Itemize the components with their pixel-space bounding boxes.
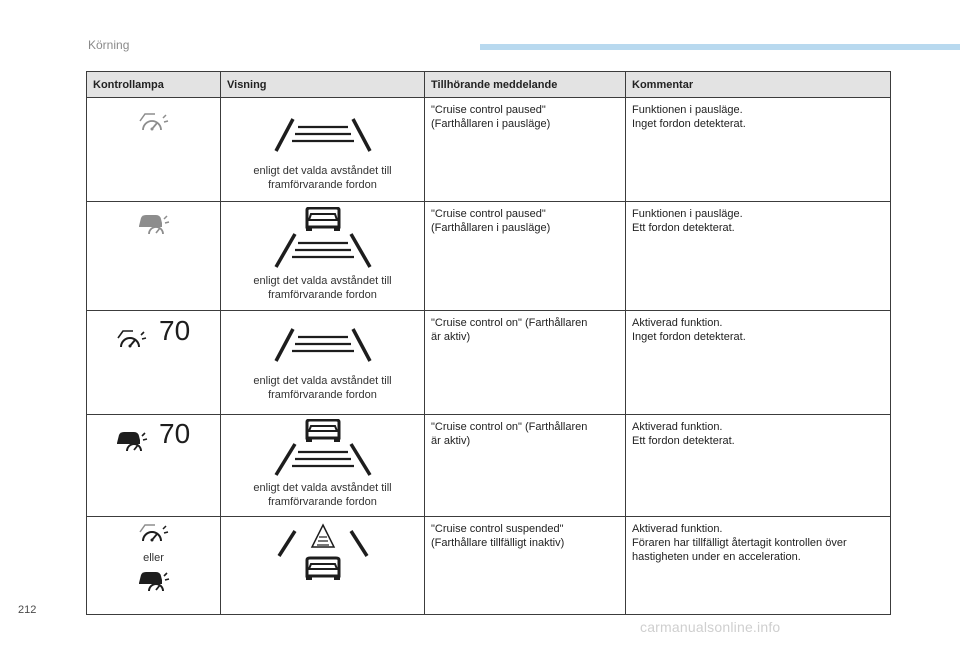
display-cell	[221, 415, 425, 517]
lamp-cell	[87, 517, 221, 615]
table-row	[87, 311, 891, 415]
message-cell: "Cruise control on" (Farthållaren är aktiv)	[425, 311, 626, 415]
message-cell: "Cruise control paused" (Farthållaren i pausläge)	[425, 202, 626, 311]
header-visning: Visning	[221, 72, 425, 98]
comment-cell: Funktionen i pausläge. Inget fordon detekterat.	[626, 98, 891, 202]
display-caption: enligt det valda avståndet till framförvarande fordon	[253, 165, 392, 191]
car-on-road-icon	[273, 207, 373, 269]
lamp-cell	[87, 415, 221, 517]
header-meddelande: Tillhörande meddelande	[425, 72, 626, 98]
table-row	[87, 202, 891, 311]
table-row	[87, 517, 891, 615]
message-cell: "Cruise control paused" (Farthållaren i pausläge)	[425, 98, 626, 202]
lamp-cell	[87, 202, 221, 311]
display-cell	[221, 517, 425, 615]
lamp-cell	[87, 98, 221, 202]
display-cell	[221, 311, 425, 415]
road-lines-icon	[273, 327, 373, 363]
cruise-control-table	[86, 71, 891, 615]
message-cell: "Cruise control on" (Farthållaren är aktiv)	[425, 415, 626, 517]
message-cell: "Cruise control suspended" (Farthållare tillfälligt inaktiv)	[425, 517, 626, 615]
table-row	[87, 415, 891, 517]
watermark: carmanualsonline.info	[640, 619, 781, 635]
or-label: eller	[143, 552, 164, 564]
display-caption: enligt det valda avståndet till framförvarande fordon	[253, 482, 392, 508]
comment-cell: Aktiverad funktion. Inget fordon detekterat.	[626, 311, 891, 415]
section-title: Körning	[88, 38, 130, 52]
display-cell	[221, 202, 425, 311]
car-speedometer-icon	[137, 212, 171, 238]
display-caption: enligt det valda avståndet till framförvarande fordon	[253, 275, 392, 301]
header-kontrollampa: Kontrollampa	[87, 72, 221, 98]
table-row	[87, 98, 891, 202]
speedometer-outline-icon	[137, 110, 171, 136]
display-caption: enligt det valda avståndet till framförvarande fordon	[253, 375, 392, 401]
comment-cell: Aktiverad funktion. Ett fordon detekterat.	[626, 415, 891, 517]
car-speedometer-icon	[115, 429, 149, 455]
speed-value: 70	[159, 315, 191, 346]
comment-cell: Aktiverad funktion. Föraren har tillfälligt återtagit kontrollen över hastigheten under en acceleration.	[626, 517, 891, 615]
speedometer-outline-icon	[115, 327, 149, 353]
comment-cell: Funktionen i pausläge. Ett fordon detekterat.	[626, 202, 891, 311]
section-color-bar	[480, 44, 960, 50]
speed-value: 70	[159, 418, 191, 449]
page-number: 212	[18, 604, 37, 616]
car-on-road-icon	[273, 419, 373, 477]
table-header-row	[87, 72, 891, 98]
speedometer-outline-icon	[137, 521, 171, 547]
display-cell	[221, 98, 425, 202]
lamp-cell	[87, 311, 221, 415]
road-lines-icon	[273, 117, 373, 153]
car-speedometer-icon	[137, 569, 171, 595]
car-road-warning-icon	[273, 523, 373, 583]
header-kommentar: Kommentar	[626, 72, 891, 98]
